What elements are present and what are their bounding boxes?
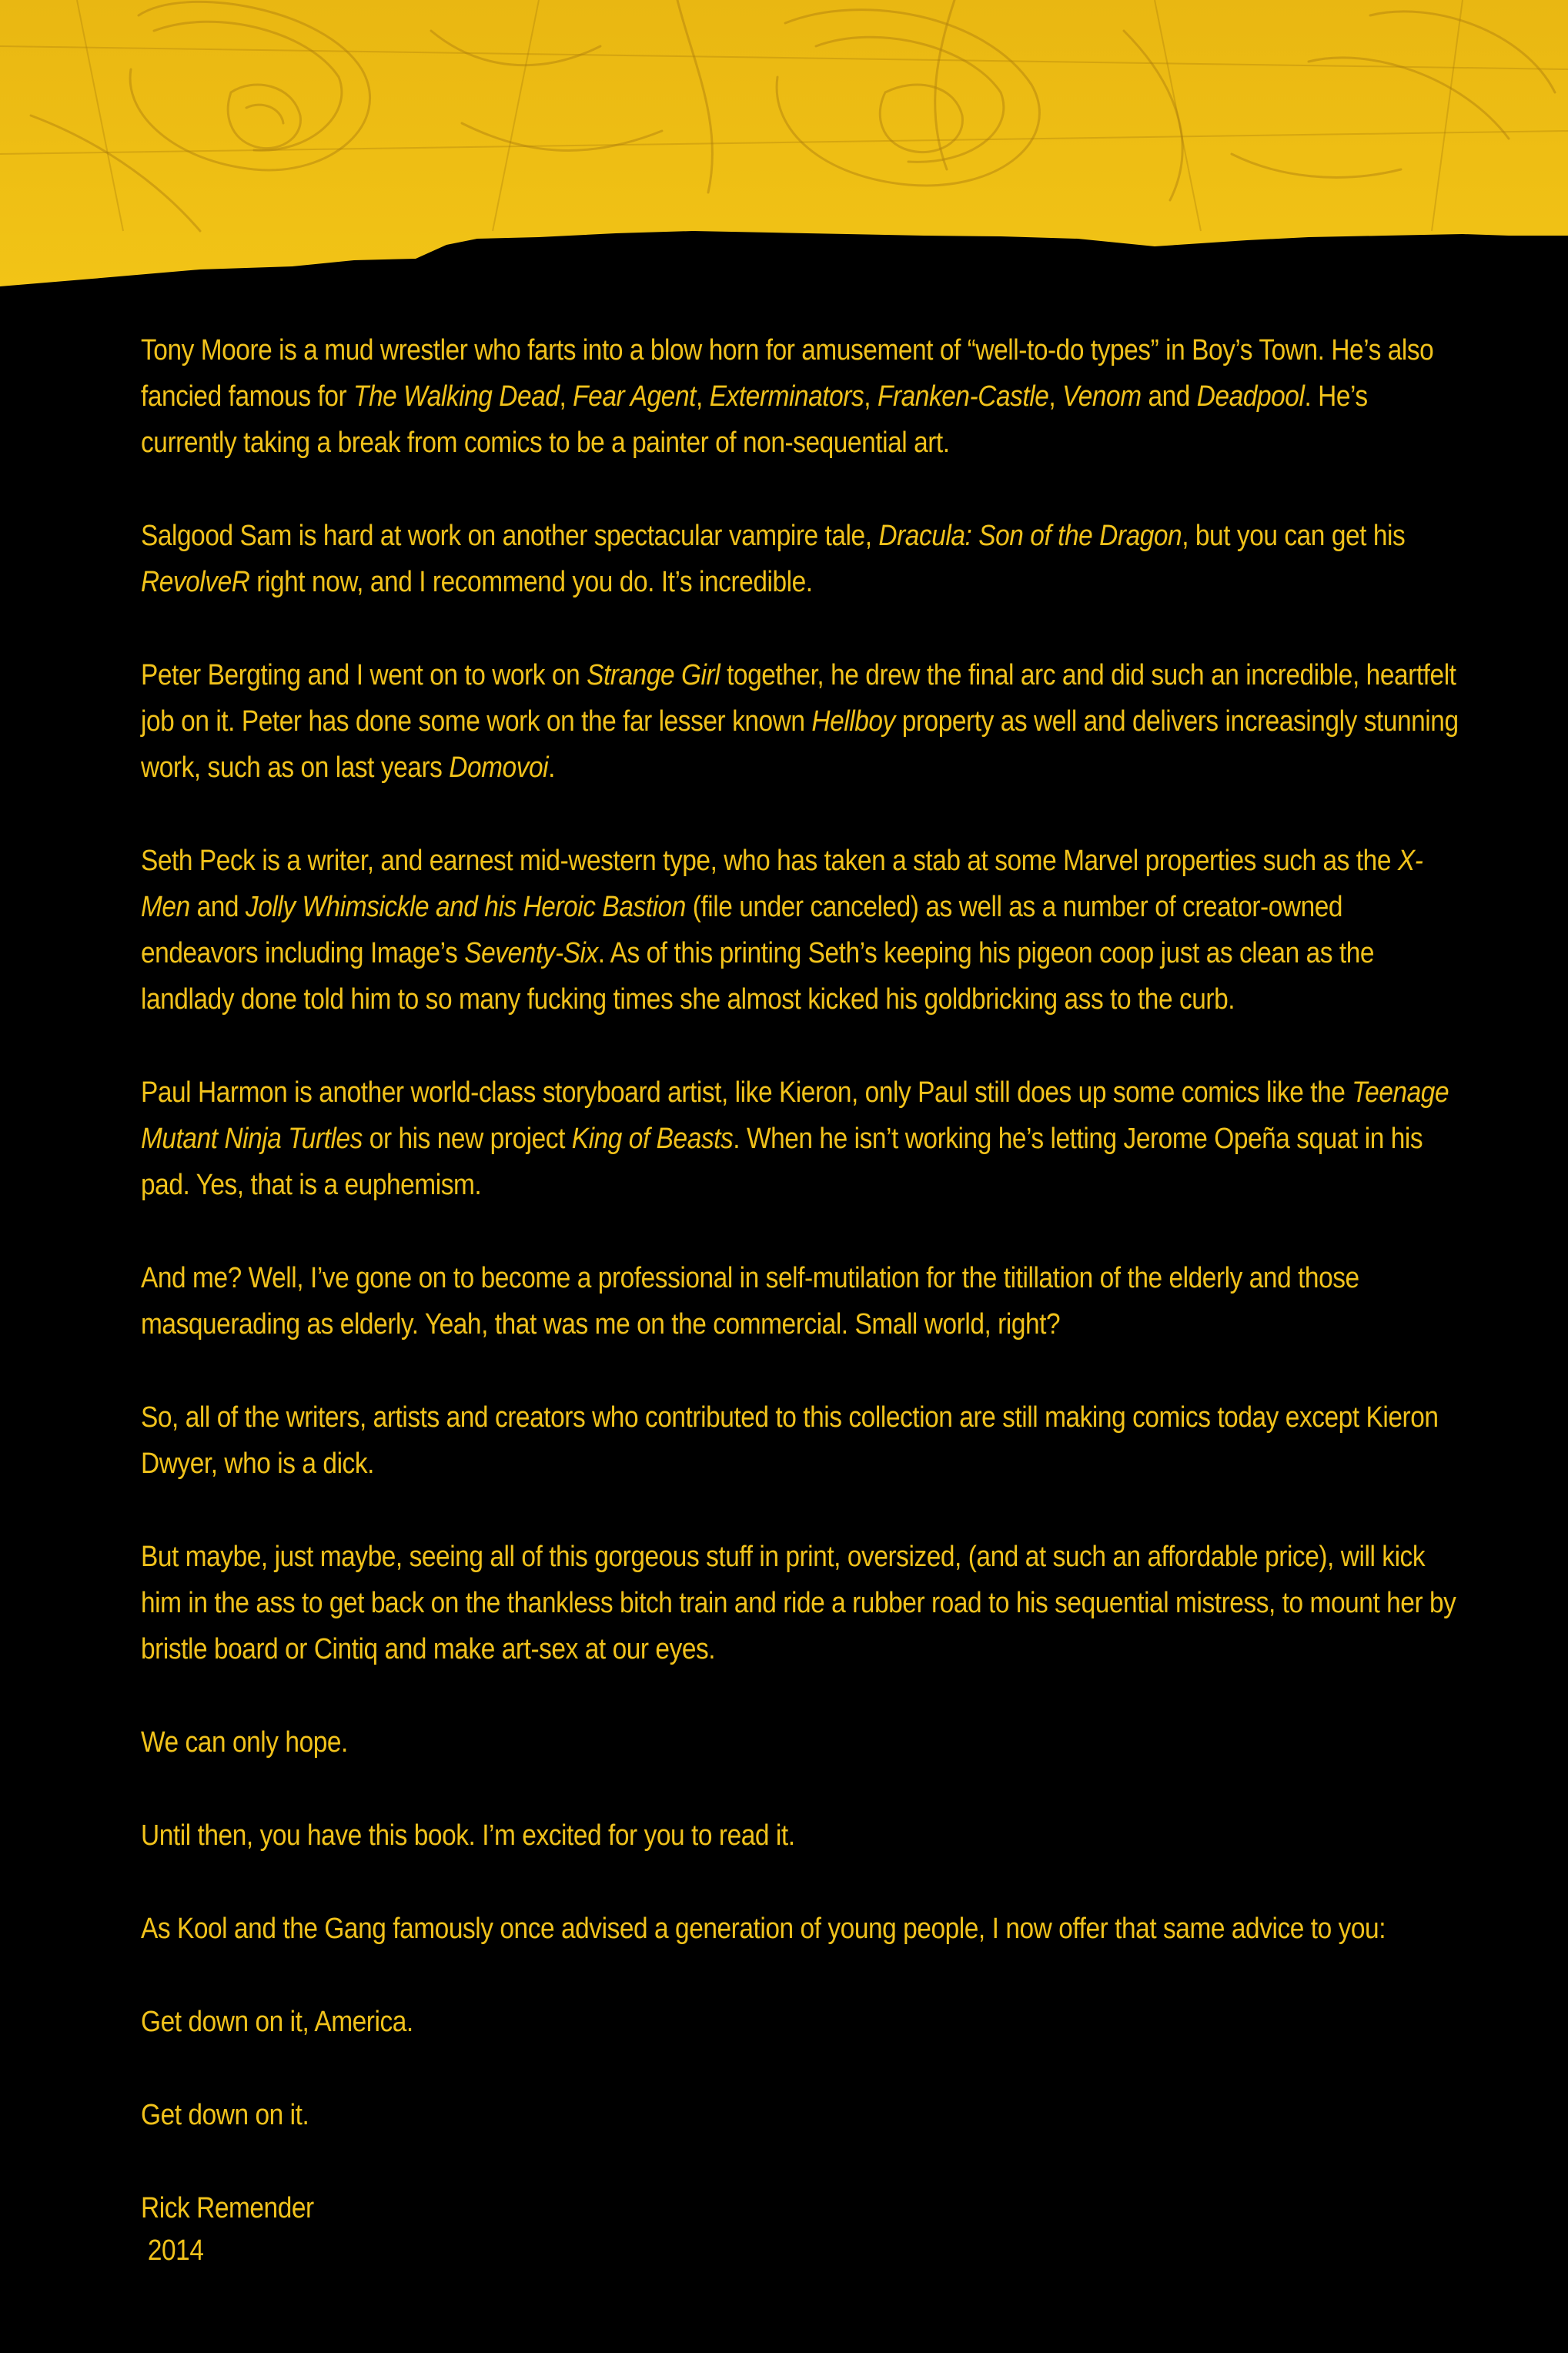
- text-run: Get down on it, America.: [141, 2006, 413, 2038]
- text-run: and: [1141, 380, 1197, 413]
- text-run: Tony Moore is a mud wrestler who farts into a blow horn for amusement of “well-to-do types” in Boy’s Town. He’s also fancied famous for: [141, 334, 1434, 413]
- paragraph: [141, 652, 1465, 791]
- signature-name: Rick Remender: [141, 2192, 314, 2224]
- italic-title: Jolly Whimsickle and his Heroic Bastion: [245, 891, 686, 923]
- paragraph: [141, 1999, 1465, 2045]
- paragraph: [141, 838, 1465, 1023]
- italic-title: The Walking Dead: [353, 380, 560, 413]
- text-run: ,: [695, 380, 710, 413]
- italic-title: Hellboy: [811, 705, 895, 738]
- italic-title: Deadpool: [1196, 380, 1305, 413]
- text-run: And me? Well, I’ve gone on to become a professional in self-mutilation for the titillation of the elderly and those masquerading as elderly. Yeah, that was me on the commercial. Small world, right?: [141, 1262, 1359, 1341]
- paragraph: [141, 2092, 1465, 2138]
- paragraph: [141, 1255, 1465, 1347]
- italic-title: Seventy-Six: [464, 937, 598, 969]
- text-run: ,: [559, 380, 573, 413]
- text-run: ,: [864, 380, 878, 413]
- italic-title: X-Men: [141, 845, 1423, 923]
- text-run: . As of this printing Seth’s keeping his pigeon coop just as clean as the landlady done told him to so many fucking times she almost kicked his goldbricking ass to the curb.: [141, 937, 1375, 1016]
- italic-title: Exterminators: [709, 380, 864, 413]
- text-run: and: [189, 891, 246, 923]
- italic-title: RevolveR: [141, 566, 250, 598]
- header-sketch-art: [0, 0, 1568, 293]
- italic-title: Teenage Mutant Ninja Turtles: [141, 1076, 1449, 1155]
- text-run: Salgood Sam is hard at work on another spectacular vampire tale,: [141, 520, 879, 552]
- italic-title: Dracula: Son of the Dragon: [878, 520, 1182, 552]
- paragraph: [141, 1394, 1465, 1487]
- text-run: Paul Harmon is another world-class storyboard artist, like Kieron, only Paul still does up some comics like the: [141, 1076, 1352, 1109]
- italic-title: Fear Agent: [573, 380, 696, 413]
- text-run: We can only hope.: [141, 1726, 348, 1759]
- text-run: But maybe, just maybe, seeing all of this gorgeous stuff in print, oversized, (and at such an affordable price), will kick him in the ass to get back on the thankless bitch train and ride a rubber road to his sequential mistress, to mount her by bristle board or Cintiq and make art-sex at our eyes.: [141, 1541, 1456, 1665]
- paragraph: [141, 513, 1465, 605]
- signature-year: 2014: [141, 2234, 204, 2267]
- text-run: right now, and I recommend you do. It’s incredible.: [249, 566, 813, 598]
- text-run: So, all of the writers, artists and creators who contributed to this collection are still making comics today except Kieron Dwyer, who is a dick.: [141, 1401, 1439, 1480]
- paragraph: [141, 1812, 1465, 1859]
- text-run: Get down on it.: [141, 2099, 309, 2131]
- text-run: (file under canceled) as well as a number of creator-owned endeavors including Image’s: [141, 891, 1343, 969]
- italic-title: Domovoi: [449, 751, 549, 784]
- paragraph: [141, 1906, 1465, 1952]
- paragraph: [141, 1534, 1465, 1672]
- essay-text: [141, 327, 1465, 2270]
- italic-title: Venom: [1062, 380, 1142, 413]
- text-run: property as well and delivers increasingly stunning work, such as on last years: [141, 705, 1459, 784]
- text-run: .: [548, 751, 556, 784]
- text-run: As Kool and the Gang famously once advised a generation of young people, I now offer that same advice to you:: [141, 1913, 1386, 1945]
- text-run: , but you can get his: [1182, 520, 1406, 552]
- paragraph: [141, 1069, 1465, 1208]
- paragraph: [141, 327, 1465, 466]
- text-run: . When he isn’t working he’s letting Jerome Opeña squat in his pad. Yes, that is a euphemism.: [141, 1123, 1423, 1201]
- italic-title: Strange Girl: [587, 659, 720, 691]
- text-run: Peter Bergting and I went on to work on: [141, 659, 587, 691]
- italic-title: Franken-Castle: [877, 380, 1049, 413]
- paragraph: [141, 1719, 1465, 1766]
- text-run: or his new project: [362, 1123, 572, 1155]
- text-run: Seth Peck is a writer, and earnest mid-western type, who has taken a stab at some Marvel properties such as the: [141, 845, 1398, 877]
- text-run: Until then, you have this book. I’m excited for you to read it.: [141, 1819, 795, 1852]
- text-run: together, he drew the final arc and did such an incredible, heartfelt job on it. Peter has done some work on the far lesser known: [141, 659, 1456, 738]
- text-run: ,: [1048, 380, 1063, 413]
- italic-title: King of Beasts: [571, 1123, 734, 1155]
- text-run: . He’s currently taking a break from comics to be a painter of non-sequential art.: [141, 380, 1368, 459]
